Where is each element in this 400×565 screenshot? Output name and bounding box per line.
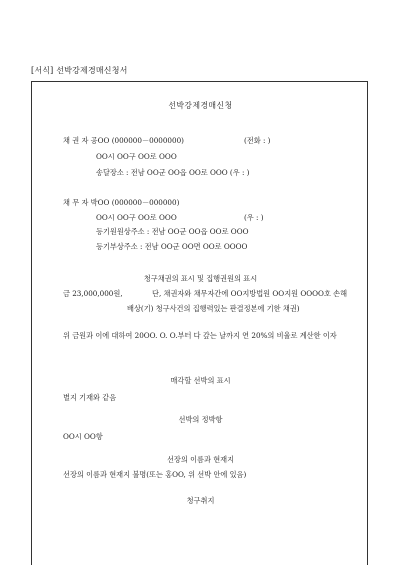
debtor-name-line: 채 무 자 박OO (000000－000000) bbox=[63, 198, 180, 207]
debtor-address: OO시 OO구 OO로 OOO bbox=[96, 213, 177, 222]
claim-amount: 금 23,000,000원, bbox=[63, 289, 123, 298]
port-heading: 선박의 정박항 bbox=[178, 415, 223, 424]
vessel-heading: 매각할 선박의 표시 bbox=[170, 376, 231, 385]
port-text: OO시 OO항 bbox=[63, 432, 103, 441]
claim-description-1: 단, 채권자와 채무자간에 OO지방법원 OO지원 OOOO호 손해 bbox=[152, 289, 348, 298]
form-title: 선박강제경매신청 bbox=[168, 101, 233, 110]
vessel-text: 별지 기재와 같음 bbox=[63, 393, 117, 402]
creditor-service-address: 송달장소 : 전남 OO군 OO읍 OO로 OOO (우 : ) bbox=[96, 168, 250, 177]
debtor-postal: (우 : ) bbox=[244, 213, 264, 222]
claim-description-2: 배상(기) 청구사건의 집행력있는 판결정본에 기한 채권) bbox=[127, 304, 300, 313]
creditor-address: OO시 OO구 OO로 OOO bbox=[96, 152, 177, 161]
captain-heading: 선장의 이름과 현재지 bbox=[166, 455, 235, 464]
application-form bbox=[31, 81, 368, 565]
purpose-heading: 청구취지 bbox=[186, 496, 215, 505]
debtor-registered-original-address: 등기원원상주소 : 전남 OO군 OO읍 OO로 OOO bbox=[96, 227, 249, 236]
captain-text: 선장의 이름과 현재지 불명(또는 홍OO, 위 선박 안에 있음) bbox=[63, 470, 247, 479]
claim-interest: 위 금원과 이에 대하여 20OO. O. O.부터 다 갚는 날까지 연 20%의 비율로 계산한 이자 bbox=[63, 331, 337, 340]
debtor-registry-address: 등기부상주소 : 전남 OO군 OO면 OO로 OOOO bbox=[96, 242, 248, 251]
creditor-name-line: 채 권 자 공OO (000000－0000000) bbox=[63, 136, 184, 145]
claim-heading: 청구채권의 표시 및 집행권원의 표시 bbox=[143, 274, 258, 283]
creditor-phone: (전화 : ) bbox=[244, 136, 271, 145]
form-type-label: [서식] 선박강제경매신청서 bbox=[31, 66, 128, 75]
